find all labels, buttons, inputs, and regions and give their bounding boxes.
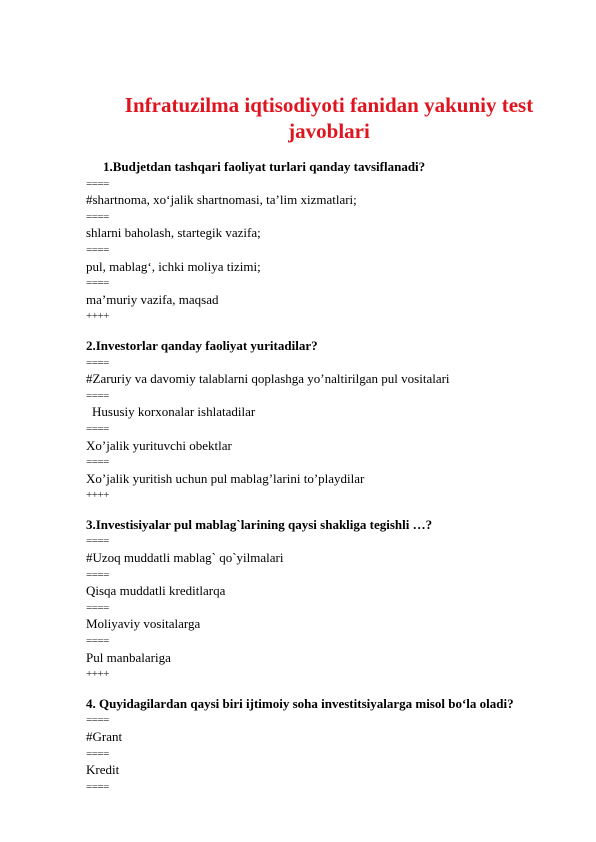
separator: ====	[86, 210, 109, 223]
answer: Xo’jalik yurituvchi obektlar	[86, 437, 232, 453]
separator: ====	[86, 635, 109, 648]
answer: Qisqa muddatli kreditlarqa	[86, 583, 226, 599]
separator: ====	[86, 356, 109, 369]
separator: ====	[86, 535, 109, 548]
separator: ====	[86, 277, 109, 290]
question-3: 3.Investisiyalar pul mablag`larining qaysi shakliga tegishli …?	[86, 516, 433, 532]
answer: Xo’jalik yuritish uchun pul mablag’larini to’playdilar	[86, 470, 365, 486]
separator: ====	[86, 780, 109, 793]
answer: pul, mablag‘, ichki moliya tizimi;	[86, 258, 261, 274]
answer: Moliyaviy vositalarga	[86, 616, 201, 632]
separator: ====	[86, 177, 109, 190]
answer: Pul manbalariga	[86, 649, 171, 665]
separator: ====	[86, 422, 109, 435]
answer: Kredit	[86, 762, 120, 778]
end-marker: ++++	[86, 668, 109, 681]
answer: #Uzoq muddatli mablag` qo`yilmalari	[86, 550, 284, 566]
answer: #Zaruriy va davomiy talablarni qoplashga yo’naltirilgan pul vositalari	[86, 371, 450, 387]
separator: ====	[86, 601, 109, 614]
separator: ====	[86, 456, 109, 469]
separator: ====	[86, 747, 109, 760]
end-marker: ++++	[86, 310, 109, 323]
answer: ma’muriy vazifa, maqsad	[86, 291, 219, 307]
separator: ====	[86, 243, 109, 256]
end-marker: ++++	[86, 489, 109, 502]
separator: ====	[86, 714, 109, 727]
question-4: 4. Quyidagilardan qaysi biri ijtimoiy soha investitsiyalarga misol bo‘la oladi?	[86, 695, 514, 711]
answer: shlarni baholash, startegik vazifa;	[86, 225, 261, 241]
answer: #Grant	[86, 729, 123, 744]
question-2: 2.Investorlar qanday faoliyat yuritadilar?	[86, 337, 318, 353]
answer: Hususiy korxonalar ishlatadilar	[92, 404, 256, 420]
separator: ====	[86, 568, 109, 581]
test-content	[86, 159, 566, 795]
question-1: 1.Budjetdan tashqari faoliyat turlari qanday tavsiflanadi?	[103, 159, 426, 174]
answer: #shartnoma, xo‘jalik shartnomasi, ta’lim xizmatlari;	[86, 192, 357, 208]
document-title: Infratuzilma iqtisodiyoti fanidan yakuniy test javoblari	[124, 93, 534, 143]
separator: ====	[86, 389, 109, 402]
